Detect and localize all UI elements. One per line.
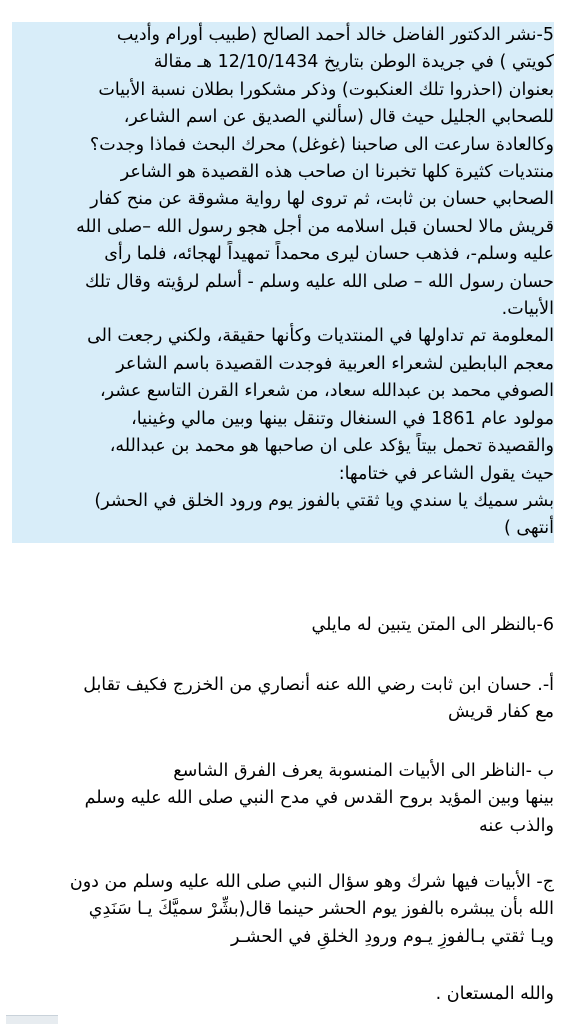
- point-b-line: ب -الناظر الى الأبيات المنسوبة يعرف الفرق الشاسع: [173, 761, 554, 781]
- section-5-line: وكالعادة سارعت الى صاحبنا (غوغل) محرك البحث فماذا وجدت؟: [12, 132, 554, 159]
- section-5-line: المعلومة تم تداولها في المنتديات وكأنها حقيقة، ولكني رجعت الى: [12, 323, 554, 350]
- point-b-line: بينها وبين المؤيد بروح القدس في مدح النبي صلى الله عليه وسلم: [84, 788, 554, 809]
- section-5-line: معجم البابطين لشعراء العربية فوجدت القصيدة باسم الشاعر: [12, 351, 554, 378]
- section-6-heading: [12, 612, 554, 639]
- point-c-line: ج- الأبيات فيها شرك وهو سؤال النبي صلى الله عليه وسلم من دون: [69, 872, 554, 892]
- closing: [12, 981, 554, 1008]
- point-b-line: والذب عنه: [479, 815, 554, 836]
- point-a-line: مع كفار قريش: [448, 702, 554, 723]
- section-5-line: مولود عام 1861 في السنغال وتنقل بينها وبين مالي وغينيا،: [12, 406, 554, 433]
- section-5-line: حسان رسول الله – صلى الله عليه وسلم - أسلم لرؤيته وقال تلك: [12, 269, 554, 296]
- section-5-line: حيث يقول الشاعر في ختامها:: [12, 461, 554, 488]
- point-c-line: الله بأن يبشره بالفوز يوم الحشر حينما قال(بشِّرْ سميَّكَ يـا سَنَدِي: [88, 899, 554, 920]
- section-5-line: 5-نشر الدكتور الفاضل خالد أحمد الصالح (طبيب أورام وأديب: [12, 22, 554, 49]
- section-5-line: الأبيات.: [12, 296, 554, 323]
- point-b: [12, 758, 554, 840]
- corner-fold-mark: [6, 1015, 58, 1024]
- point-a-line: أ-. حسان ابن ثابت رضي الله عنه أنصاري من الخزرج فكيف تقابل: [83, 675, 554, 695]
- section-5: [12, 22, 554, 543]
- closing-text: والله المستعان .: [435, 984, 554, 1004]
- section-5-line: بشر سميك يا سندي ويا ثقتي بالفوز يوم ورود الخلق في الحشر): [12, 488, 554, 515]
- section-5-line: الصوفي محمد بن عبدالله سعاد، من شعراء القرن التاسع عشر،: [12, 378, 554, 405]
- section-5-line: كويتي ) في جريدة الوطن بتاريخ 12/10/1434 هـ مقالة: [12, 49, 554, 76]
- section-5-line: بعنوان (احذروا تلك العنكبوت) وذكر مشكورا بطلان نسبة الأبيات: [12, 77, 554, 104]
- section-5-line: عليه وسلم-، فذهب حسان ليرى محمداً تمهيداً لهجائه، فلما رأى: [12, 241, 554, 268]
- section-5-line: قريش مالا لحسان قبل اسلامه من أجل هجو رسول الله –صلى الله: [12, 214, 554, 241]
- point-c-line: ويـا ثقتي بـالفوزِ يـوم ورودِ الخلقِ في الحشـر: [230, 926, 554, 947]
- section-5-line: والقصيدة تحمل بيتاً يؤكد على ان صاحبها هو محمد بن عبدالله،: [12, 433, 554, 460]
- section-5-line: أنتهى ): [12, 515, 554, 542]
- point-c: [12, 869, 554, 951]
- section-6-heading-text: 6-بالنظر الى المتن يتبين له مايلي: [311, 615, 554, 635]
- section-5-line: للصحابي الجليل حيث قال (سألني الصديق عن اسم الشاعر،: [12, 104, 554, 131]
- section-5-line: منتديات كثيرة كلها تخبرنا ان صاحب هذه القصيدة هو الشاعر: [12, 159, 554, 186]
- section-5-line: الصحابي حسان بن ثابت، ثم تروى لها رواية مشوقة عن منح كفار: [12, 186, 554, 213]
- point-a: [12, 672, 554, 727]
